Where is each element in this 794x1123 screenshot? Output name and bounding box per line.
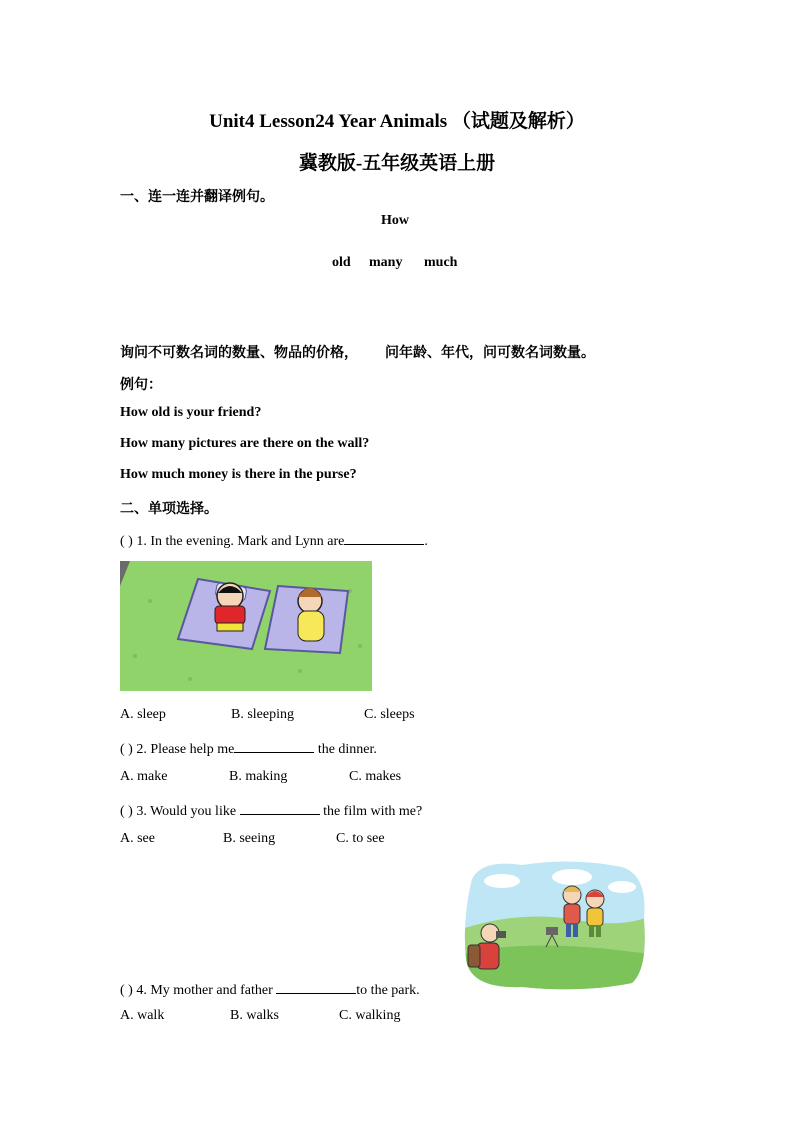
- example-1: How old is your friend?: [120, 405, 262, 420]
- question-3: [120, 800, 422, 820]
- page-subtitle: 冀教版-五年级英语上册: [298, 153, 496, 174]
- section2-heading: 二、单项选择。: [120, 502, 218, 517]
- question-text-after: .: [424, 534, 428, 549]
- question-text-after: the dinner.: [314, 742, 377, 757]
- q2-option-a: A. make: [120, 769, 168, 784]
- word-much: much: [424, 255, 458, 270]
- question-text: 3. Would you like: [136, 804, 240, 819]
- question-text: 2. Please help me: [136, 742, 235, 757]
- q1-option-b: B. sleeping: [231, 707, 294, 722]
- q4-option-b: B. walks: [230, 1008, 279, 1023]
- answer-paren: ( ): [120, 534, 133, 549]
- sleeping-cartoon-illustration: [120, 561, 372, 691]
- answer-blank: [276, 979, 356, 994]
- meaning-b: 问年龄、年代，问可数名词数量。: [385, 346, 595, 361]
- q2-option-b: B. making: [229, 769, 288, 784]
- q1-option-c: C. sleeps: [364, 707, 415, 722]
- answer-blank: [344, 530, 424, 545]
- meaning-a: 询问不可数名词的数量、物品的价格，: [120, 346, 358, 361]
- page-title: Unit4 Lesson24 Year Animals （试题及解析）: [209, 111, 585, 132]
- q3-option-b: B. seeing: [223, 831, 276, 846]
- q3-option-a: A. see: [120, 831, 155, 846]
- question-text: 4. My mother and father: [136, 983, 277, 998]
- question-2: [120, 738, 377, 758]
- question-1: [120, 530, 428, 550]
- example-2: How many pictures are there on the wall?: [120, 436, 370, 451]
- question-text-after: the film with me?: [319, 804, 423, 819]
- question-4: [120, 979, 420, 999]
- answer-paren: ( ): [120, 742, 133, 757]
- question-text: 1. In the evening. Mark and Lynn are: [136, 534, 345, 549]
- example-3: How much money is there in the purse?: [120, 467, 357, 482]
- center-word: How: [381, 213, 409, 228]
- answer-paren: ( ): [120, 804, 133, 819]
- word-many: many: [369, 255, 403, 270]
- word-old: old: [332, 255, 351, 270]
- answer-blank: [240, 800, 320, 815]
- answer-paren: ( ): [120, 983, 133, 998]
- section1-heading: 一、连一连并翻译例句。: [120, 190, 274, 205]
- q2-option-c: C. makes: [349, 769, 402, 784]
- q1-option-a: A. sleep: [120, 707, 166, 722]
- answer-blank: [234, 738, 314, 753]
- q4-option-c: C. walking: [339, 1008, 401, 1023]
- hiking-cartoon-illustration: [462, 859, 648, 991]
- q4-option-a: A. walk: [120, 1008, 165, 1023]
- q3-option-c: C. to see: [336, 831, 385, 846]
- question-text-after: to the park.: [356, 983, 420, 998]
- example-label: 例句：: [120, 378, 162, 393]
